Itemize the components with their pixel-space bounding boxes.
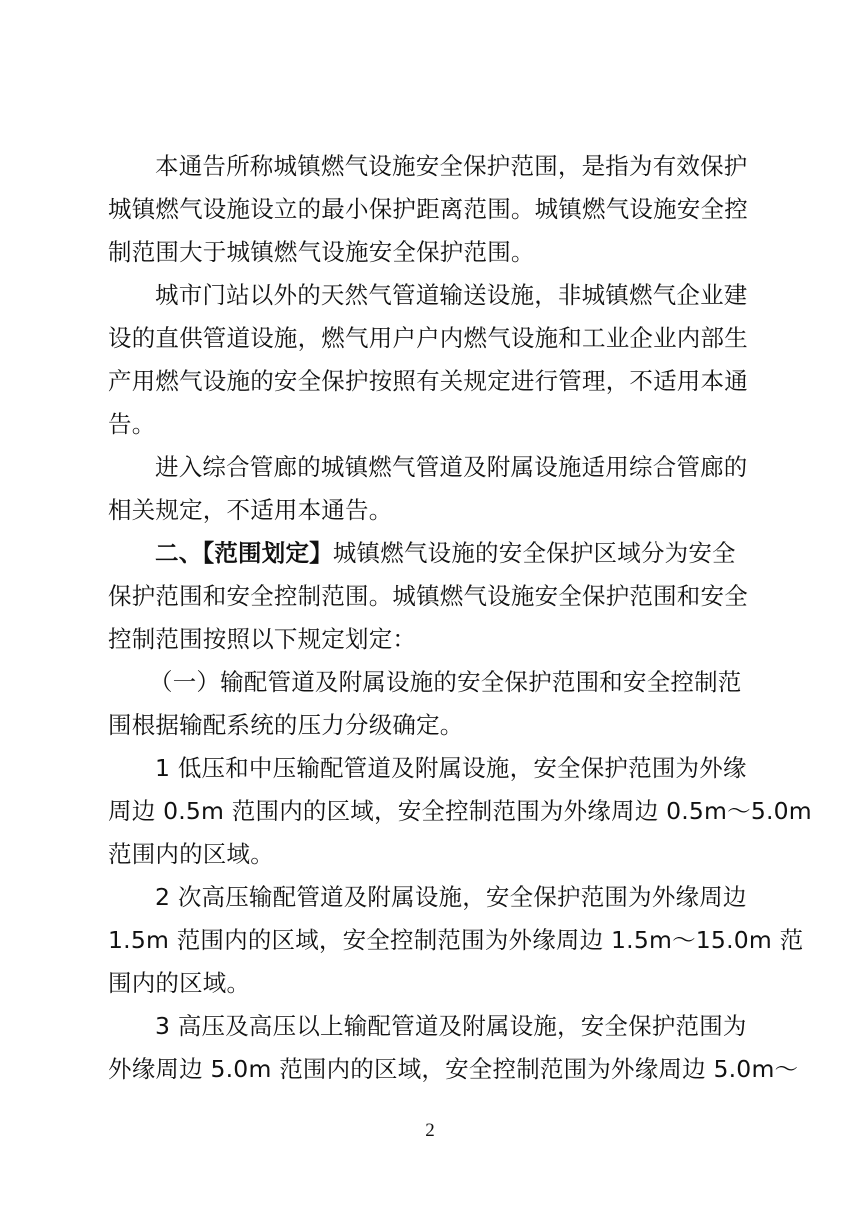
text-line: 周边 0.5m 范围内的区域，安全控制范围为外缘周边 0.5m～5.0m: [108, 797, 812, 825]
text-line: 城镇燃气设施设立的最小保护距离范围。城镇燃气设施安全控: [108, 195, 748, 223]
text-line: （一）输配管道及附属设施的安全保护范围和安全控制范: [149, 668, 742, 696]
text-line: 城市门站以外的天然气管道输送设施，非城镇燃气企业建: [155, 281, 748, 309]
text-line: 围根据输配系统的压力分级确定。: [108, 711, 464, 739]
text-line: 保护范围和安全控制范围。城镇燃气设施安全保护范围和安全: [108, 582, 748, 610]
text-line: 控制范围按照以下规定划定：: [108, 625, 417, 653]
text-line: 相关规定，不适用本通告。: [108, 496, 393, 524]
text-line: 制范围大于城镇燃气设施安全保护范围。: [108, 238, 535, 266]
page-number: 2: [425, 1120, 435, 1141]
paragraph-item-3: [108, 1005, 799, 1091]
paragraph-item-1: [108, 747, 812, 876]
text-line: 3 高压及高压以上输配管道及附属设施，安全保护范围为: [155, 1012, 747, 1040]
paragraph-scope-definition: [108, 532, 748, 661]
text-line: 产用燃气设施的安全保护按照有关规定进行管理，不适用本通: [108, 367, 748, 395]
paragraph-item-2: [108, 876, 804, 1005]
text-line: 进入综合管廊的城镇燃气管道及附属设施适用综合管廊的: [155, 453, 748, 481]
text-line: 围内的区域。: [108, 969, 251, 997]
text-line: 2 次高压输配管道及附属设施，安全保护范围为外缘周边: [155, 883, 747, 911]
text-line: 外缘周边 5.0m 范围内的区域，安全控制范围为外缘周边 5.0m～: [108, 1055, 799, 1083]
paragraph-subsection-one: [108, 661, 748, 747]
text-line: 1 低压和中压输配管道及附属设施，安全保护范围为外缘: [155, 754, 747, 782]
text-line: 告。: [108, 410, 156, 438]
text-line: 设的直供管道设施，燃气用户户内燃气设施和工业企业内部生: [108, 324, 748, 352]
section-heading: 二、【范围划定】: [155, 539, 333, 567]
text-line: 二、【范围划定】城镇燃气设施的安全保护区域分为安全: [155, 539, 736, 567]
text-line: 本通告所称城镇燃气设施安全保护范围，是指为有效保护: [155, 152, 748, 180]
paragraph-definition: [108, 145, 748, 274]
text-line: 范围内的区域。: [108, 840, 274, 868]
paragraph-exclusions: [108, 274, 748, 446]
paragraph-utility-tunnel: [108, 446, 748, 532]
text-line: 1.5m 范围内的区域，安全控制范围为外缘周边 1.5m～15.0m 范: [108, 926, 804, 954]
